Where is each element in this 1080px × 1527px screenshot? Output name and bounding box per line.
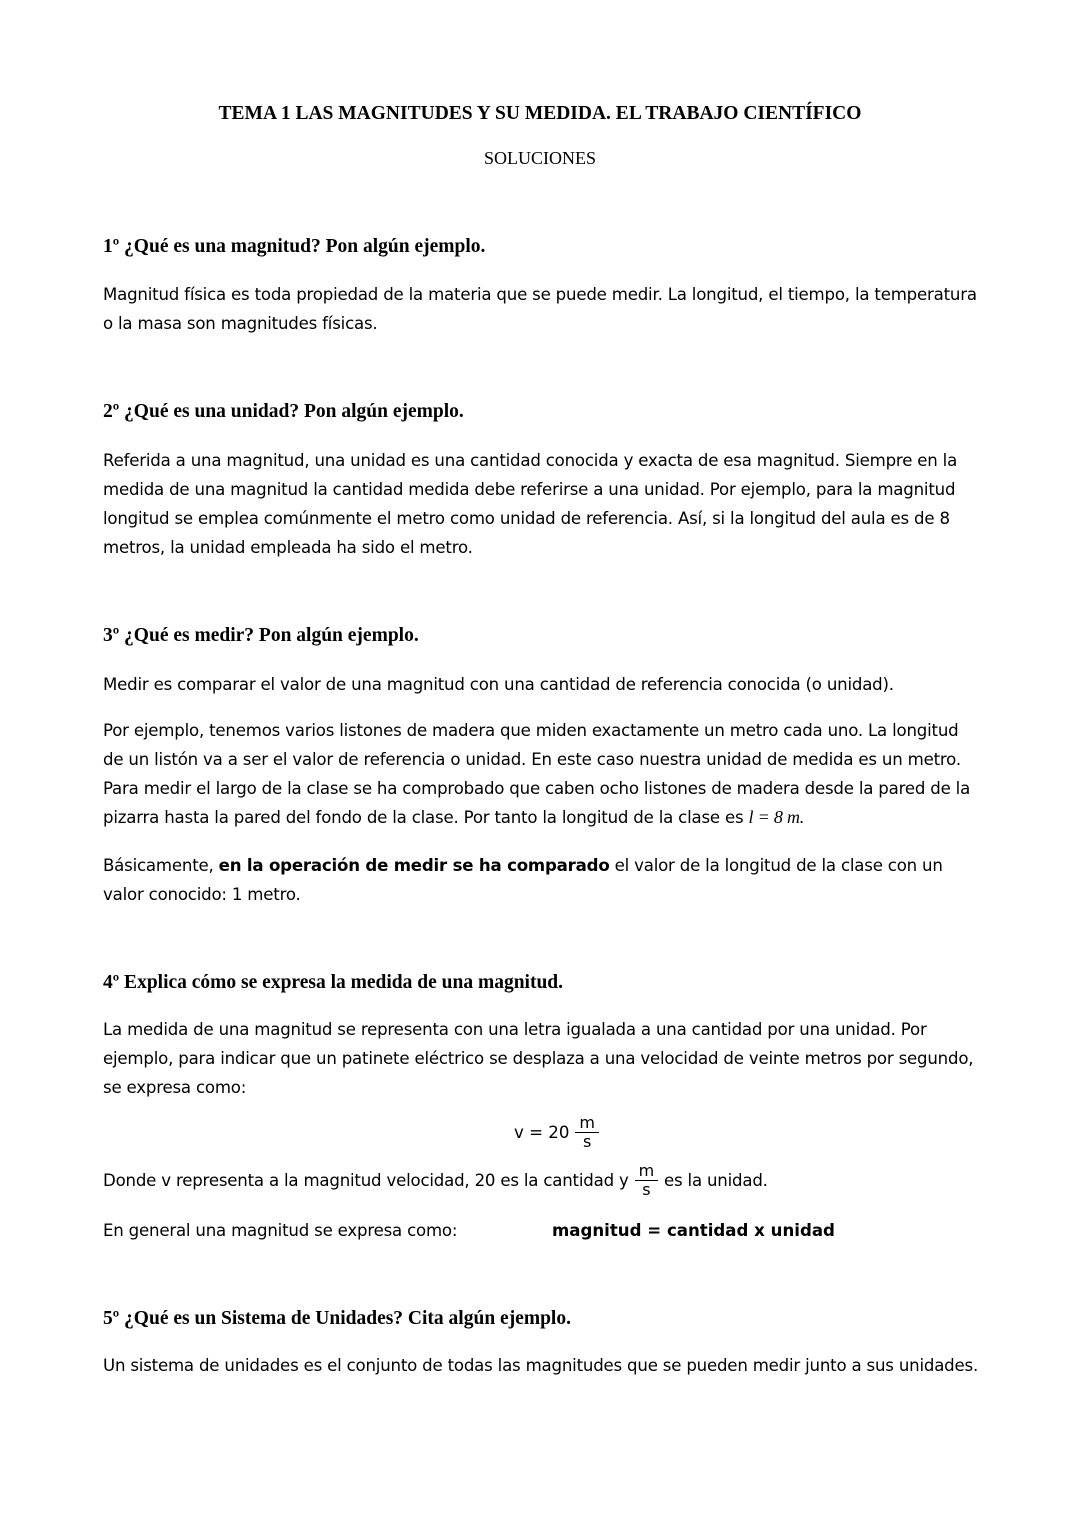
answer-5-paragraph: Un sistema de unidades es el conjunto de todas las magnitudes que se pueden medir junto a sus unidades. [103,1356,979,1375]
question-4-heading: 4º Explica cómo se expresa la medida de una magnitud. [103,972,564,993]
unit-denominator: s [642,1180,651,1199]
answer-3-text: Por ejemplo, tenemos varios listones de madera que miden exactamente un metro cada uno. La longitud de un listón va a ser el valor de referencia o unidad. En este caso nuestra unidad de medida es un metro. Para medir el largo de la clase se ha comprobado que caben ocho listones de madera desde la pared de la pizarra hasta la pared del fondo de la clase. Por tanto la longitud de la clase es [103,721,971,827]
document-title: TEMA 1 LAS MAGNITUDES Y SU MEDIDA. EL TRABAJO CIENTÍFICO [218,103,862,124]
answer-1-paragraph: Magnitud física es toda propiedad de la materia que se puede medir. La longitud, el tiempo, la temperatura o la masa son magnitudes físicas. [103,285,977,333]
answer-3-paragraph-2 [103,716,983,832]
answer-4-text-b: es la unidad. [664,1171,768,1190]
answer-2-paragraph: Referida a una magnitud, una unidad es una cantidad conocida y exacta de esa magnitud. Siempre en la medida de una magnitud la cantidad medida debe referirse a una unidad. Por ejemplo, para la magnitud longitud se emplea comúnmente el metro como unidad de referencia. Así, si la longitud del aula es de 8 metros, la unidad empleada ha sido el metro. [103,451,958,557]
question-2-heading: 2º ¿Qué es una unidad? Pon algún ejemplo. [103,401,464,422]
answer-4-paragraph-2 [103,1162,983,1199]
answer-3-bold: en la operación de medir se ha comparado [218,856,610,875]
unit-numerator: m [575,1114,599,1133]
document-subtitle: SOLUCIONES [483,148,596,168]
general-formula: magnitud = cantidad x unidad [552,1221,835,1240]
answer-3-text-a: Básicamente, [103,856,219,875]
answer-4-paragraph-3: En general una magnitud se expresa como: [103,1221,458,1240]
velocity-formula [514,1114,605,1151]
unit-denominator: s [583,1132,592,1151]
unit-fraction [575,1114,599,1151]
unit-numerator: m [635,1162,658,1181]
answer-3-paragraph-1: Medir es comparar el valor de una magnitud con una cantidad de referencia conocida (o unidad). [103,675,894,694]
answer-4-paragraph-1: La medida de una magnitud se representa con una letra igualada a una cantidad por una unidad. Por ejemplo, para indicar que un patinete eléctrico se desplaza a una velocidad de veinte metros por segundo, se expresa como: [103,1020,974,1097]
length-formula: l = 8 m. [748,807,805,827]
question-5-heading: 5º ¿Qué es un Sistema de Unidades? Cita algún ejemplo. [103,1308,571,1329]
question-1-heading: 1º ¿Qué es una magnitud? Pon algún ejemplo. [103,236,486,257]
answer-3-text-b: el valor de la longitud de la clase con un valor conocido: 1 metro. [103,856,943,904]
unit-fraction-inline [635,1162,658,1199]
answer-3-paragraph-3 [103,851,983,909]
answer-4-text-a: Donde v representa a la magnitud velocidad, 20 es la cantidad y [103,1171,629,1190]
formula-lhs: v = 20 [514,1123,570,1142]
question-3-heading: 3º ¿Qué es medir? Pon algún ejemplo. [103,625,419,646]
